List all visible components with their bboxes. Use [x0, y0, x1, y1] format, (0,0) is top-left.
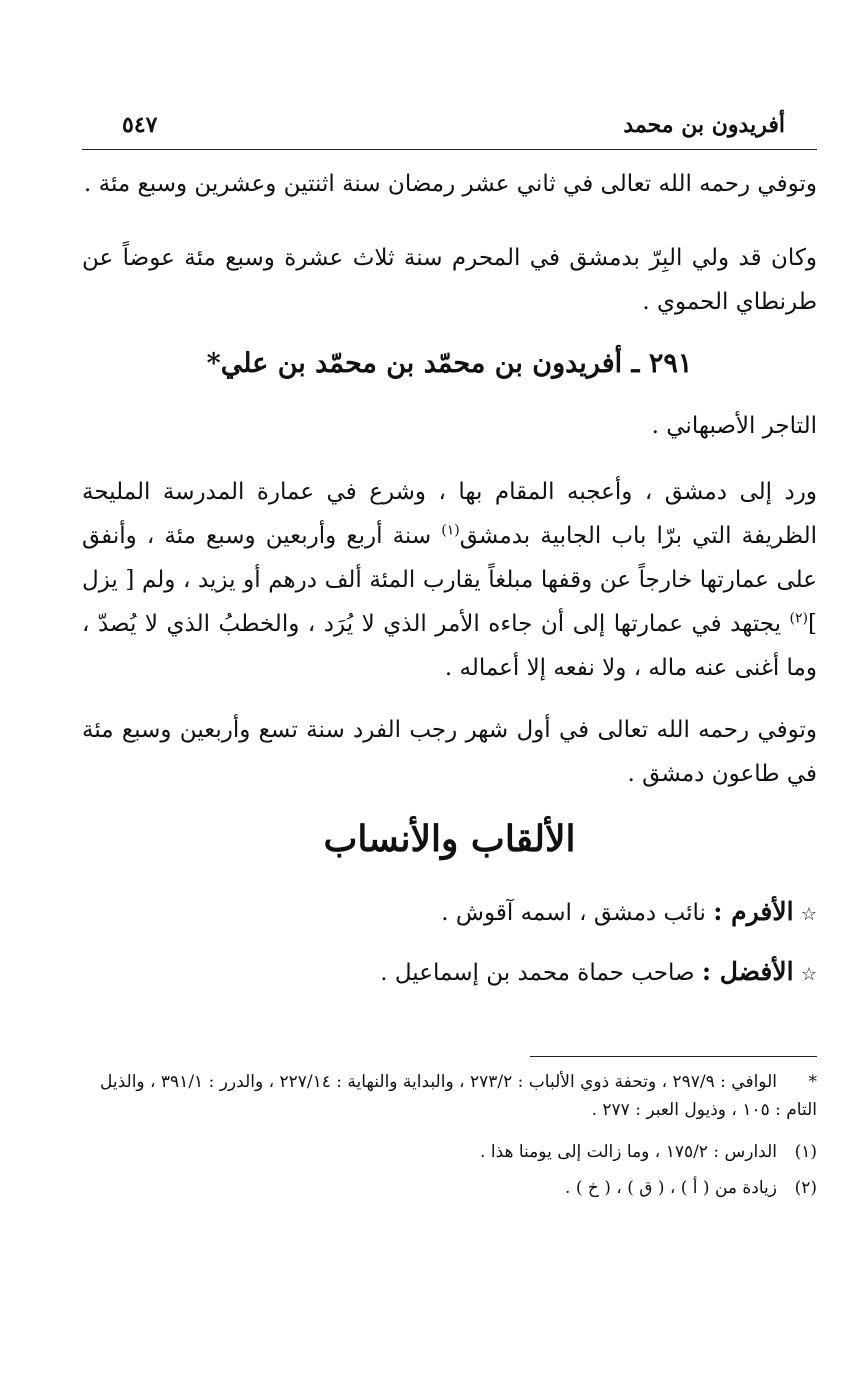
entry-text-c: يجتهد في عمارتها إلى أن جاءه الأمر الذي لا يُرَد ، والخطبُ الذي لا يُصدّ ، وما أغنى عنه ماله ، ولا نفعه إلا أعماله . — [82, 611, 817, 681]
footnote-mark: (١) — [794, 1142, 817, 1162]
footnote-mark: (٢) — [794, 1178, 817, 1198]
entry-heading: ٢٩١ ـ أفريدون بن محمّد بن محمّد بن علي* — [206, 348, 693, 379]
header-divider — [82, 149, 817, 150]
glossary-definition: صاحب حماة محمد بن إسماعيل . — [380, 960, 702, 986]
footnote-text: زيادة من ( أ ) ، ( ق ) ، ( خ ) . — [565, 1178, 777, 1198]
glossary-definition: نائب دمشق ، اسمه آقوش . — [441, 900, 714, 926]
entry-text-b: سنة أربع وأربعين وسبع مئة ، وأنفق على عمارتها خارجاً عن وقفها مبلغاً يقارب المئة ألف درهم أو يزيد ، ولم [ يزل ] — [82, 523, 817, 637]
intro-paragraph-1: وتوفي رحمه الله تعالى في ثاني عشر رمضان سنة اثنتين وعشرين وسبع مئة . — [83, 171, 817, 197]
glossary-term: الأفرم : — [713, 897, 794, 926]
entry-text-a: ورد إلى دمشق ، وأعجبه المقام بها ، وشرع في عمارة المدرسة المليحة الظريفة التي برّا باب الجابية بدمشق — [82, 479, 817, 549]
running-header — [82, 112, 785, 148]
page-number: ٥٤٧ — [122, 112, 158, 138]
footnote-ref-1: (١) — [441, 522, 460, 539]
footnote — [82, 1068, 817, 1124]
entry-paragraph-1 — [82, 470, 817, 690]
footnote — [82, 1138, 817, 1166]
footnote-text: الوافي : ٢٩٧/٩ ، وتحفة ذوي الألباب : ٢٧٣/٢ ، والبداية والنهاية : ٢٢٧/١٤ ، والدرر : ٣٩١/١ ، والذيل التام : ١٠٥ ، وذيول العبر : ٢٧٧ . — [99, 1072, 817, 1120]
glossary-term: الأفضل : — [701, 957, 794, 986]
intro-paragraph-2: وكان قد ولي البِرّ بدمشق في المحرم سنة ثلاث عشرة وسبع مئة عوضاً عن طرنطاي الحموي . — [82, 245, 817, 315]
glossary-item — [82, 892, 817, 935]
glossary-item — [82, 952, 817, 995]
footnote-text: الدارس : ١٧٥/٢ ، وما زالت إلى يومنا هذا . — [480, 1142, 777, 1162]
star-icon: ☆ — [800, 904, 817, 925]
running-title: أفريدون بن محمد — [623, 112, 785, 138]
section-heading: الألقاب والأنساب — [323, 818, 576, 860]
footnote-mark: * — [808, 1072, 817, 1092]
entry-subtitle: التاجر الأصبهاني . — [651, 413, 817, 439]
footnote-ref-2: (٢) — [789, 610, 809, 627]
star-icon: ☆ — [800, 964, 817, 985]
footnote-divider — [530, 1056, 817, 1057]
entry-paragraph-2: وتوفي رحمه الله تعالى في أول شهر رجب الفرد سنة تسع وأربعين وسبع مئة في طاعون دمشق . — [82, 717, 817, 787]
footnote — [82, 1174, 817, 1202]
